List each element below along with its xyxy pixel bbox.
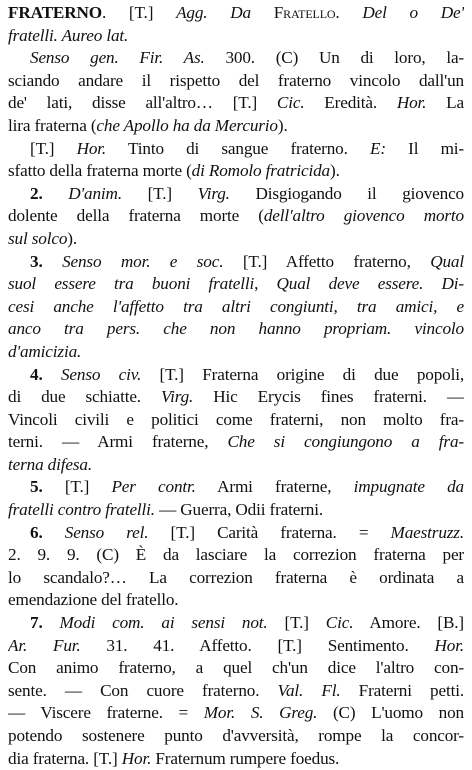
entry-line: 2. 9. 9. (C) È da lasciare la correzion fraterna per <box>8 545 464 565</box>
entry-line: suol essere tra buoni fratelli, Qual deve essere. Di- <box>8 274 464 294</box>
entry-line: Con animo fraterno, a quel ch'un dice l'altro con- <box>8 658 464 678</box>
entry-line: 4. Senso civ. [T.] Fraterna origine di due popoli, <box>30 364 464 384</box>
entry-line: [T.] Hor. Tinto di sangue fraterno. E: Il mi- <box>30 138 464 158</box>
entry-line: terna difesa. <box>8 454 92 474</box>
entry-line: Vincoli civili e politici come fraterni, non molto fra- <box>8 409 464 429</box>
entry-line: 7. Modi com. ai sensi not. [T.] Cic. Amore. [B.] <box>30 613 464 633</box>
entry-line: potendo sostenere punto d'avversità, rompe la concor- <box>8 726 464 745</box>
entry-line: cesi anche l'affetto tra altri congiunti, tra amici, e <box>8 296 464 316</box>
entry-line: de' lati, disse all'altro… [T.] Cic. Eredità. Hor. La <box>8 93 464 113</box>
entry-line: emendazione del fratello. <box>8 590 179 610</box>
entry-line: Senso gen. Fir. As. 300. (C) Un di loro, la- <box>30 48 464 68</box>
entry-line: terni. — Armi fraterne, Che si congiungono a fra- <box>8 432 464 452</box>
entry-line: 3. Senso mor. e soc. [T.] Affetto fraterno, Qual <box>30 251 464 271</box>
entry-line: Ar. Fur. 31. 41. Affetto. [T.] Sentimento. Hor. <box>8 635 464 655</box>
entry-line: 5. [T.] Per contr. Armi fraterne, impugnate da <box>30 477 464 497</box>
entry-line: anco tra pers. che non hanno propriam. vincolo <box>8 319 464 339</box>
entry-line: sciando andare il rispetto del fraterno vincolo dall'un <box>8 70 464 90</box>
entry-line: — Viscere fraterne. = Mor. S. Greg. (C) L'uomo non <box>8 703 464 723</box>
entry-line: dolente della fraterna morte (dell'altro giovenco morto <box>8 206 464 226</box>
entry-line: di due schiatte. Virg. Hic Erycis fines fraterni. — <box>8 387 464 407</box>
entry-line: 2. D'anim. [T.] Virg. Disgiogando il giovenco <box>30 183 464 203</box>
entry-line: sfatto della fraterna morte (di Romolo fratricida). <box>8 161 340 181</box>
entry-line: sul solco). <box>8 228 78 248</box>
entry-line: fratelli. Aureo lat. <box>8 25 129 45</box>
entry-line: 6. Senso rel. [T.] Carità fraterna. = Maestruzz. <box>30 522 464 542</box>
entry-line: dia fraterna. [T.] Hor. Fraternum rumpere foedus. <box>8 748 340 768</box>
entry-line: sente. — Con cuore fraterno. Val. Fl. Fraterni petti. <box>8 680 464 700</box>
entry-line: d'amicizia. <box>8 341 82 361</box>
entry-line: lo scandalo?… La correzion fraterna è ordinata a <box>8 567 464 587</box>
entry-line: fratelli contro fratelli. — Guerra, Odii fraterni. <box>8 500 324 520</box>
entry-line: lira fraterna (che Apollo ha da Mercurio). <box>8 115 288 135</box>
entry-line: FRATERNO. [T.] Agg. Da Fratello. Del o De' <box>8 3 464 22</box>
